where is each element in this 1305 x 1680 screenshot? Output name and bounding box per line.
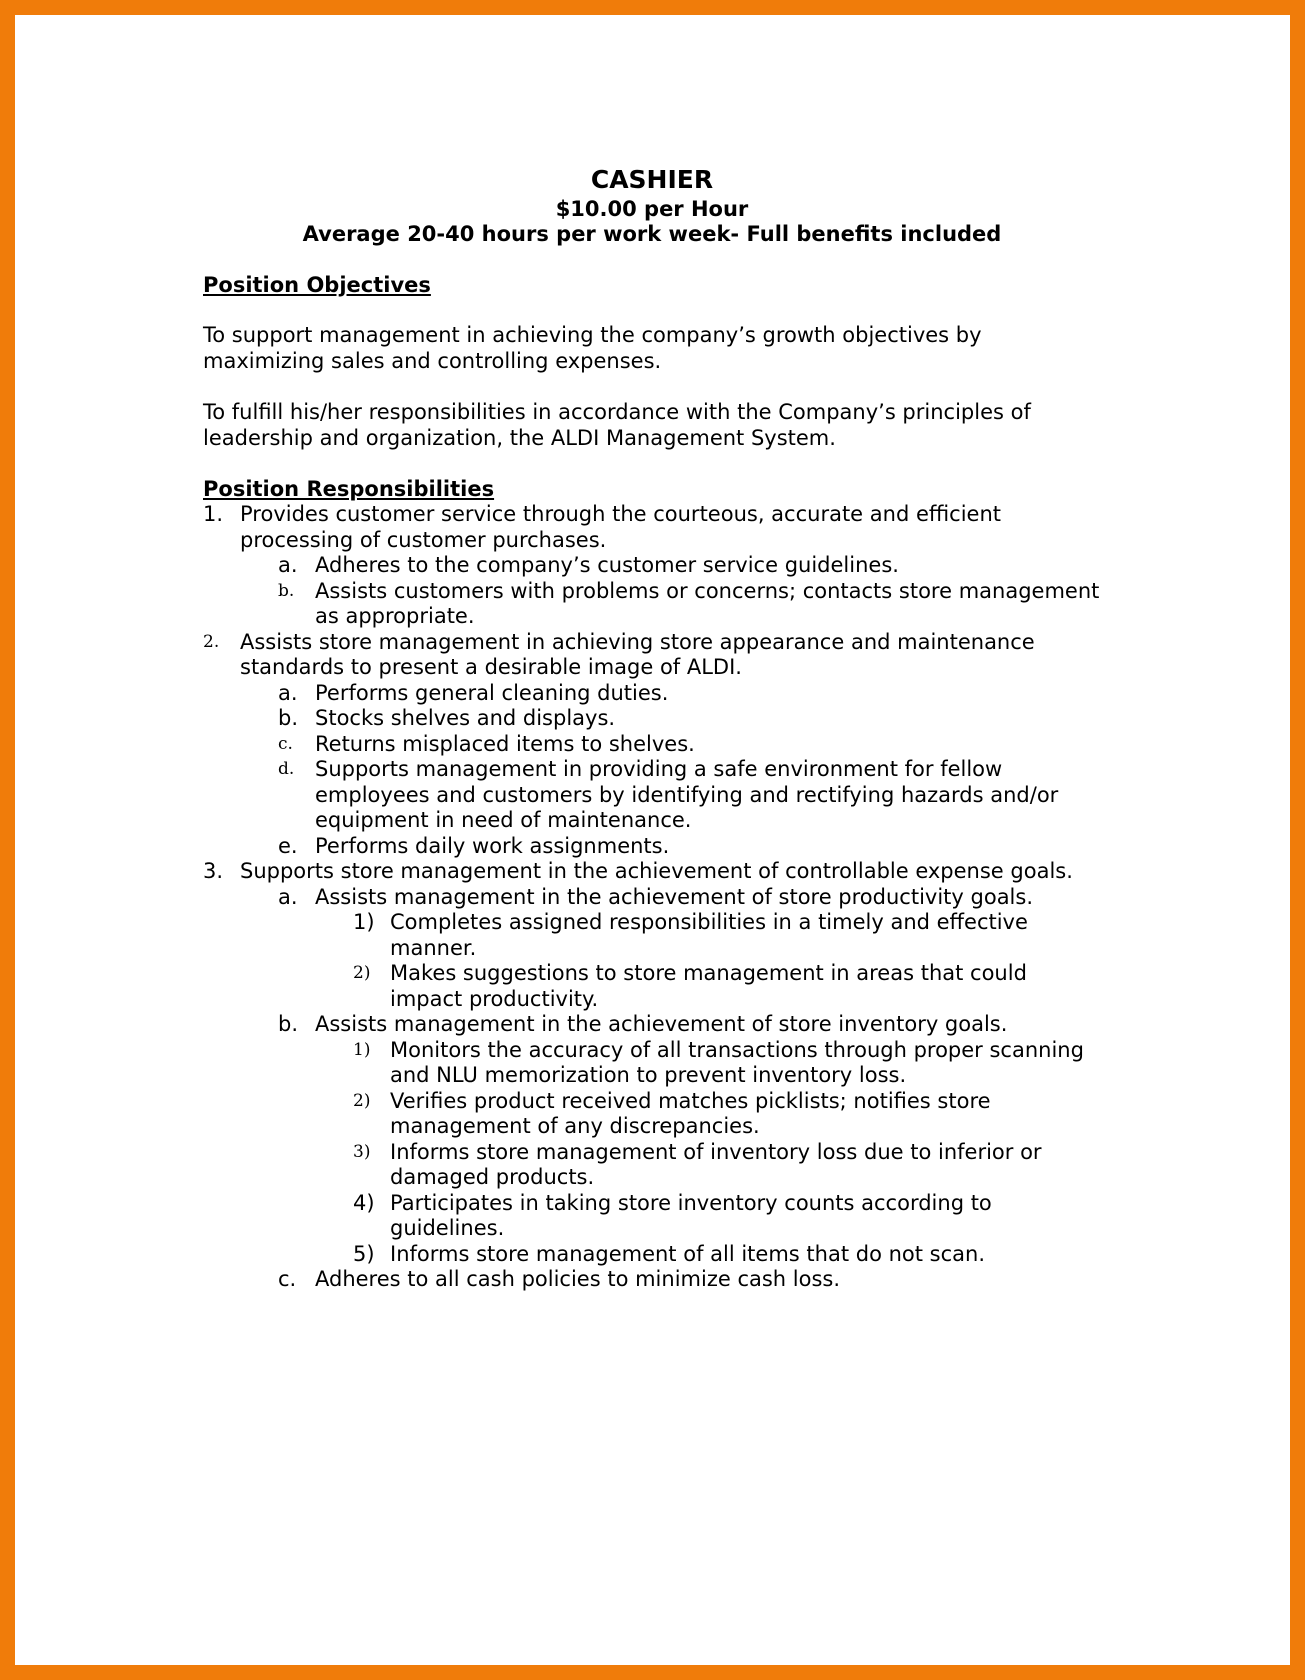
list-item: [203, 732, 1103, 758]
list-item: [203, 553, 1103, 579]
pay-rate: $10.00 per Hour: [555, 197, 749, 221]
job-title: CASHIER: [590, 165, 714, 194]
list-item-text: Informs store management of inventory loss due to inferior or damaged products.: [390, 1139, 1042, 1189]
list-item: [203, 1038, 1103, 1089]
list-item-text: Informs store management of all items that do not scan.: [390, 1241, 985, 1266]
list-item: [203, 885, 1103, 911]
list-marker: 1): [353, 910, 375, 934]
list-marker: c.: [278, 733, 293, 754]
list-item-text: Verifies product received matches picklists; notifies store management of any discrepancies.: [390, 1088, 991, 1138]
list-item-text: Performs daily work assignments.: [315, 833, 670, 858]
hours-info: Average 20-40 hours per work week- Full benefits included: [302, 222, 1002, 246]
list-item-text: Provides customer service through the courteous, accurate and efficient processing of customer purchases.: [240, 502, 1002, 552]
list-item: [203, 630, 1103, 681]
list-marker: 4): [353, 1190, 375, 1215]
list-item-text: Monitors the accuracy of all transactions through proper scanning and NLU memorization to prevent inventory loss.: [390, 1037, 1084, 1087]
list-marker: 2): [353, 963, 371, 983]
list-marker: a.: [278, 884, 298, 909]
list-item: [203, 1140, 1103, 1191]
list-item-text: Supports management in providing a safe environment for fellow employees and customers by identifying and rectifying hazards and/or equipment in need of maintenance.: [315, 757, 1059, 832]
objective-paragraph: To support management in achieving the company’s growth objectives by maximizing sales and controlling expenses.: [203, 323, 982, 373]
list-marker: d.: [278, 759, 295, 779]
document-page: [203, 163, 1103, 1293]
list-marker: 3): [353, 1141, 371, 1162]
list-item: [203, 502, 1103, 553]
list-item: [203, 961, 1103, 1012]
list-item: [203, 1012, 1103, 1038]
responsibilities-heading: Position Responsibilities: [203, 477, 495, 501]
list-marker: b.: [278, 706, 299, 730]
list-item: [203, 1242, 1103, 1268]
list-item-text: Performs general cleaning duties.: [315, 680, 669, 705]
list-item-text: Completes assigned responsibilities in a timely and effective manner.: [390, 910, 1028, 960]
list-item: [203, 681, 1103, 707]
list-marker: b.: [278, 580, 295, 601]
list-item-text: Participates in taking store inventory counts according to guidelines.: [390, 1190, 992, 1240]
list-item-text: Assists customers with problems or concerns; contacts store management as appropriate.: [315, 578, 1100, 628]
list-item: [203, 1267, 1103, 1293]
list-item: [203, 757, 1103, 834]
list-marker: 1): [353, 1039, 371, 1060]
list-marker: 3.: [203, 859, 224, 883]
list-item-text: Returns misplaced items to shelves.: [315, 731, 695, 756]
list-item-text: Makes suggestions to store management in areas that could impact productivity.: [390, 961, 1027, 1011]
list-marker: 2.: [203, 631, 220, 652]
list-item: [203, 859, 1103, 885]
list-item-text: Adheres to the company’s customer service guidelines.: [315, 553, 899, 577]
list-item: [203, 1089, 1103, 1140]
list-item-text: Supports store management in the achievement of controllable expense goals.: [240, 859, 1073, 883]
list-marker: 5): [353, 1241, 375, 1266]
list-marker: a.: [278, 680, 298, 705]
list-item-text: Assists store management in achieving store appearance and maintenance standards to present a desirable image of ALDI.: [240, 629, 1035, 679]
list-marker: 1.: [203, 502, 224, 526]
list-item: [203, 910, 1103, 961]
list-marker: c.: [278, 1267, 297, 1291]
responsibilities-list: [203, 502, 1103, 1293]
objectives-heading: Position Objectives: [203, 273, 431, 297]
list-marker: 2): [353, 1090, 371, 1111]
list-marker: a.: [278, 553, 298, 577]
job-header: [202, 163, 1102, 247]
list-item: [203, 1191, 1103, 1242]
list-item-text: Adheres to all cash policies to minimize cash loss.: [315, 1267, 841, 1291]
list-marker: b.: [278, 1012, 299, 1036]
list-marker: e.: [278, 833, 298, 858]
list-item: [203, 706, 1103, 732]
list-item-text: Assists management in the achievement of store productivity goals.: [315, 884, 1034, 909]
list-item: [203, 579, 1103, 630]
list-item-text: Assists management in the achievement of store inventory goals.: [315, 1012, 1008, 1036]
list-item-text: Stocks shelves and displays.: [315, 706, 616, 730]
objective-paragraph: To fulfill his/her responsibilities in accordance with the Company’s principles of leadership and organization, the ALDI Management System.: [203, 400, 1031, 450]
list-item: [203, 834, 1103, 860]
